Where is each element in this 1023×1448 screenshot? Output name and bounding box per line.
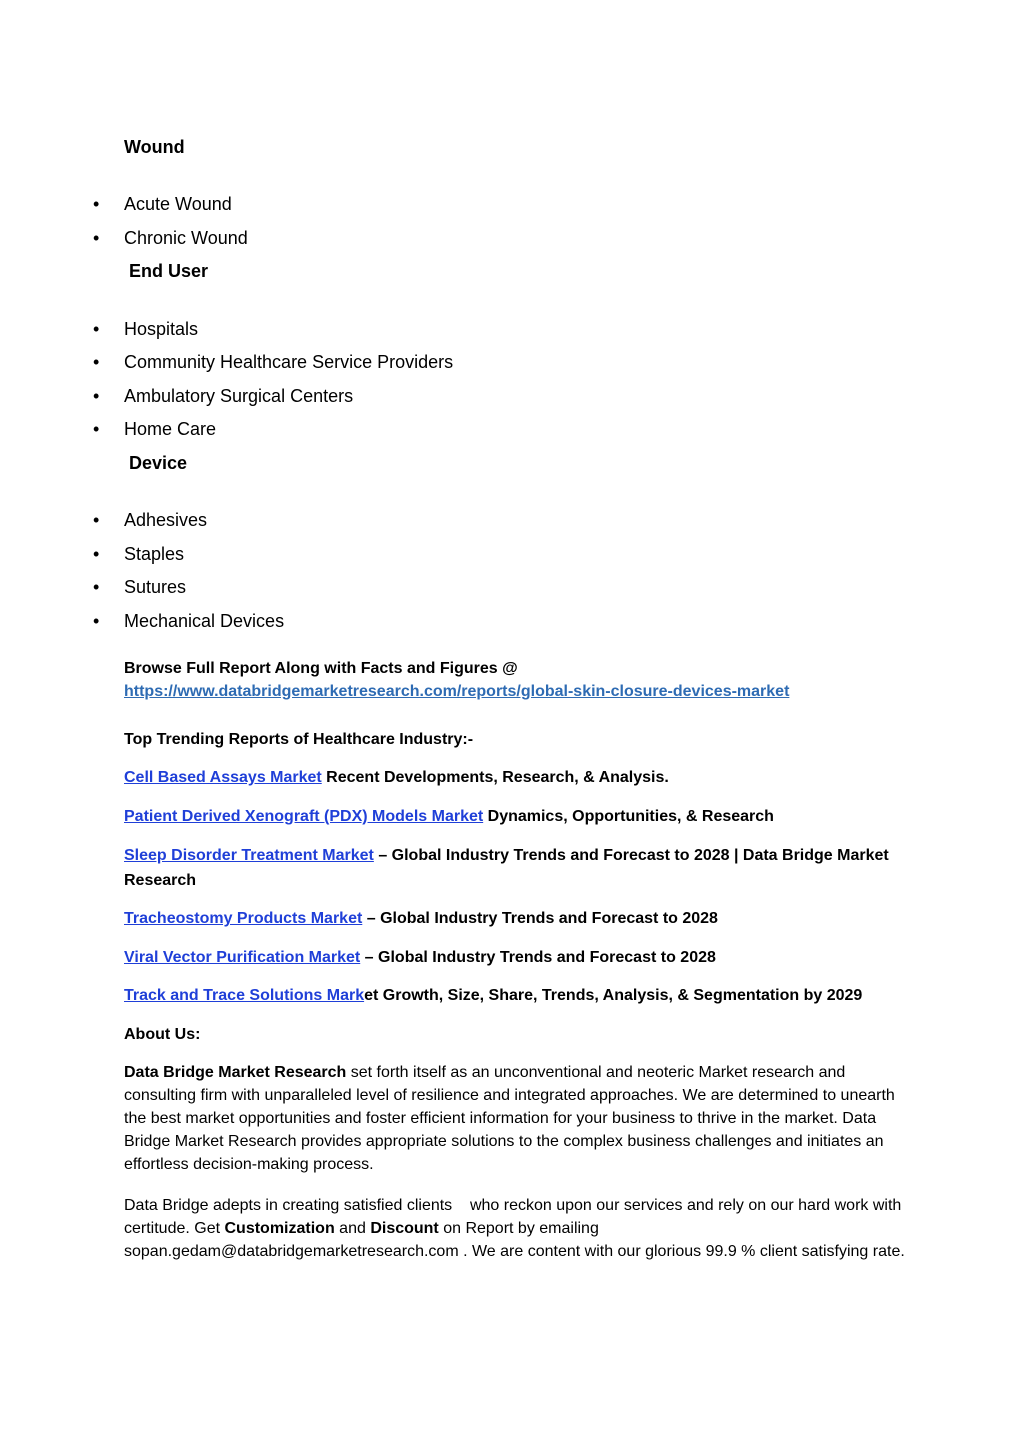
list-item-label: Hospitals bbox=[124, 319, 199, 339]
trending-link[interactable]: Sleep Disorder Treatment Market bbox=[124, 847, 374, 864]
list-item-label: Chronic Wound bbox=[124, 228, 248, 248]
trending-item bbox=[124, 984, 909, 1007]
about-text: on Report by emailing sopan.gedam@databridgemarketresearch.com . We are content with our glorious 99.9 % client satisfying rate. bbox=[124, 1220, 905, 1260]
about-text: Data Bridge adepts in creating satisfied clients who reckon upon our services and rely on our hard work with certitude. Get bbox=[124, 1197, 906, 1237]
bullet-icon: • bbox=[93, 510, 100, 530]
list-item bbox=[93, 544, 185, 565]
trending-item bbox=[124, 946, 909, 969]
about-text: set forth itself as an unconventional and neoteric Market research and consulting firm with unparalleled level of resilience and integrated approaches. We are determined to unearth the best market opportunities and foster efficient information for your business to thrive in the market. Data Bridge Market Research provides appropriate solutions to the complex business challenges and initiates an effortless decision-making process. bbox=[124, 1064, 895, 1173]
trending-heading: Top Trending Reports of Healthcare Industry:- bbox=[124, 731, 474, 748]
bullet-icon: • bbox=[93, 319, 100, 339]
trending-desc: Recent Developments, Research, & Analysis. bbox=[321, 769, 669, 786]
trending-link[interactable]: Cell Based Assays Market bbox=[124, 769, 322, 786]
list-item-label: Home Care bbox=[124, 419, 217, 439]
list-item bbox=[93, 577, 187, 598]
trending-item bbox=[124, 766, 909, 789]
bullet-icon: • bbox=[93, 611, 100, 631]
trending-link[interactable]: Viral Vector Purification Market bbox=[124, 949, 361, 966]
trending-link[interactable]: Patient Derived Xenograft (PDX) Models Market bbox=[124, 808, 484, 825]
trending-item bbox=[124, 907, 909, 930]
list-item bbox=[93, 319, 199, 340]
about-heading: About Us: bbox=[124, 1026, 201, 1043]
trending-desc: – Global Industry Trends and Forecast to 2028 | Data Bridge Market Research bbox=[124, 847, 889, 889]
trending-link[interactable]: Tracheostomy Products Market bbox=[124, 910, 363, 927]
list-item bbox=[93, 352, 454, 373]
bullet-icon: • bbox=[93, 544, 100, 564]
bullet-icon: • bbox=[93, 228, 100, 248]
list-item-label: Community Healthcare Service Providers bbox=[124, 352, 454, 372]
list-item bbox=[93, 228, 248, 249]
company-name: Data Bridge Market Research bbox=[124, 1064, 347, 1081]
trending-desc: – Global Industry Trends and Forecast to 2028 bbox=[362, 910, 718, 927]
list-item-label: Acute Wound bbox=[124, 194, 232, 214]
list-item bbox=[93, 386, 354, 407]
bullet-icon: • bbox=[93, 577, 100, 597]
trending-desc: Dynamics, Opportunities, & Research bbox=[483, 808, 774, 825]
list-item bbox=[93, 419, 217, 440]
report-url-link[interactable]: https://www.databridgemarketresearch.com/reports/global-skin-closure-devices-market bbox=[124, 683, 790, 700]
bullet-icon: • bbox=[93, 419, 100, 439]
browse-label: Browse Full Report Along with Facts and Figures @ bbox=[124, 660, 518, 677]
trending-desc: et Growth, Size, Share, Trends, Analysis, & Segmentation by 2029 bbox=[364, 987, 863, 1004]
list-item bbox=[93, 611, 285, 632]
list-item bbox=[93, 510, 208, 531]
trending-link[interactable]: Track and Trace Solutions Mark bbox=[124, 987, 365, 1004]
bullet-icon: • bbox=[93, 194, 100, 214]
about-paragraph-2 bbox=[124, 1194, 909, 1263]
list-item-label: Mechanical Devices bbox=[124, 611, 285, 631]
discount-label: Discount bbox=[370, 1220, 439, 1237]
section-title-end-user: End User bbox=[129, 261, 209, 281]
about-paragraph-1 bbox=[124, 1061, 909, 1176]
list-item-label: Adhesives bbox=[124, 510, 208, 530]
list-item-label: Staples bbox=[124, 544, 185, 564]
section-title-device: Device bbox=[129, 453, 188, 473]
list-item-label: Ambulatory Surgical Centers bbox=[124, 386, 354, 406]
customization-label: Customization bbox=[224, 1220, 335, 1237]
list-item bbox=[93, 194, 232, 215]
report-url bbox=[124, 680, 789, 703]
trending-item bbox=[124, 805, 909, 828]
bullet-icon: • bbox=[93, 386, 100, 406]
section-title-wound: Wound bbox=[124, 137, 185, 157]
trending-item bbox=[124, 843, 909, 893]
about-text: and bbox=[334, 1220, 371, 1237]
list-item-label: Sutures bbox=[124, 577, 187, 597]
trending-desc: – Global Industry Trends and Forecast to 2028 bbox=[360, 949, 716, 966]
bullet-icon: • bbox=[93, 352, 100, 372]
